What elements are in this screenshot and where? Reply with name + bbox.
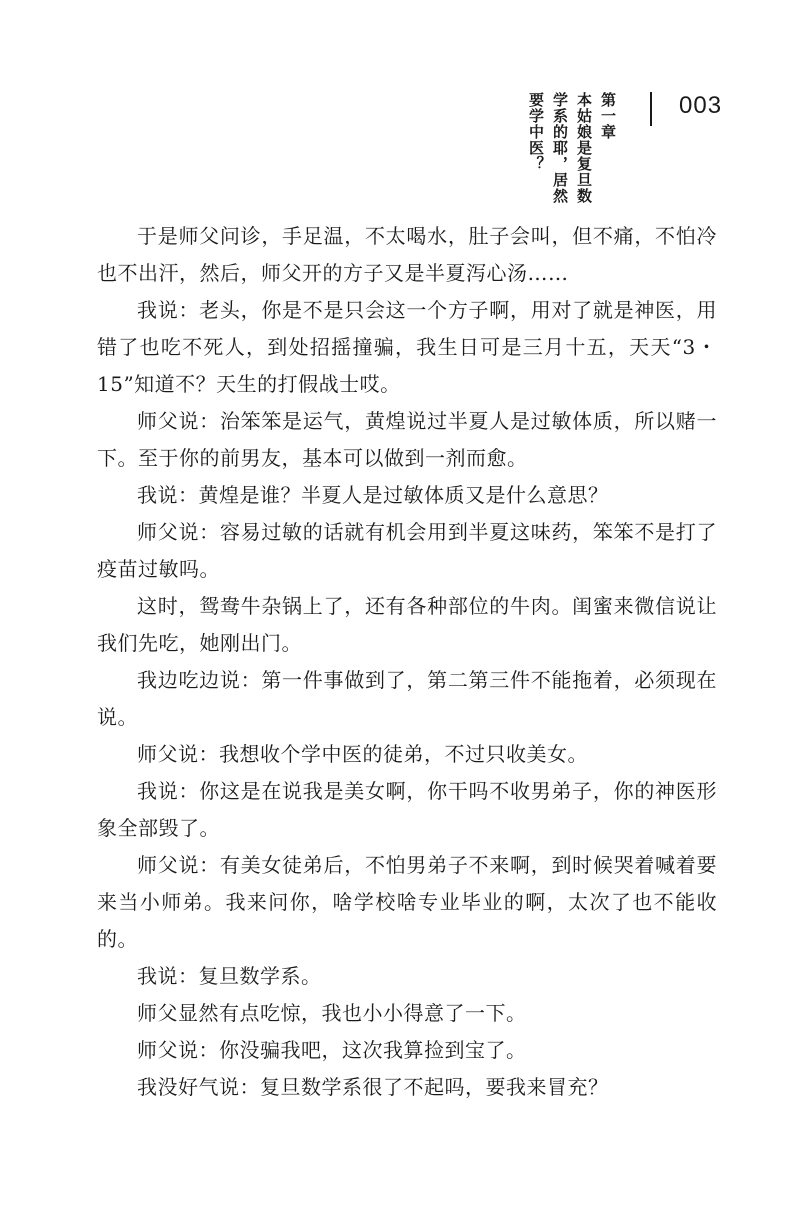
paragraph: 师父说：容易过敏的话就有机会用到半夏这味药，笨笨不是打了疫苗过敏吗。 xyxy=(97,520,717,581)
chapter-title-line: 要学中医？ xyxy=(527,92,545,172)
running-header xyxy=(0,88,800,208)
paragraph: 这时，鸳鸯牛杂锅上了，还有各种部位的牛肉。闺蜜来微信说让我们先吃，她刚出门。 xyxy=(97,594,717,655)
chapter-label: 第一章 xyxy=(599,92,617,140)
paragraph: 师父说：你没骗我吧，这次我算捡到宝了。 xyxy=(137,1038,527,1062)
page-number: 003 xyxy=(679,92,723,119)
header-divider xyxy=(650,92,652,126)
paragraph: 我说：你这是在说我是美女啊，你干吗不收男弟子，你的神医形象全部毁了。 xyxy=(97,779,717,840)
paragraph: 师父说：有美女徒弟后，不怕男弟子不来啊，到时候哭着喊着要来当小师弟。我来问你，啥学校啥专业毕业的啊，太次了也不能收的。 xyxy=(97,853,717,951)
paragraph: 师父显然有点吃惊，我也小小得意了一下。 xyxy=(137,1001,527,1025)
paragraph: 师父说：治笨笨是运气，黄煌说过半夏人是过敏体质，所以赌一下。至于你的前男友，基本可以做到一剂而愈。 xyxy=(97,409,717,470)
paragraph: 于是师父问诊，手足温，不太喝水，肚子会叫，但不痛，不怕冷也不出汗，然后，师父开的方子又是半夏泻心汤…… xyxy=(97,224,717,285)
paragraph: 我边吃边说：第一件事做到了，第二第三件不能拖着，必须现在说。 xyxy=(97,668,717,729)
chapter-title-line: 本姑娘是复旦数 xyxy=(575,92,593,204)
body-text xyxy=(97,218,717,1106)
paragraph: 师父说：我想收个学中医的徒弟，不过只收美女。 xyxy=(137,742,588,766)
paragraph: 我没好气说：复旦数学系很了不起吗，要我来冒充？ xyxy=(137,1075,609,1099)
paragraph: 我说：老头，你是不是只会这一个方子啊，用对了就是神医，用错了也吃不死人，到处招摇撞骗，我生日可是三月十五，天天“3・15”知道不？天生的打假战士哎。 xyxy=(97,298,717,396)
paragraph: 我说：黄煌是谁？半夏人是过敏体质又是什么意思？ xyxy=(137,483,609,507)
paragraph: 我说：复旦数学系。 xyxy=(137,964,322,988)
chapter-title-line: 学系的耶，居然 xyxy=(551,92,569,204)
